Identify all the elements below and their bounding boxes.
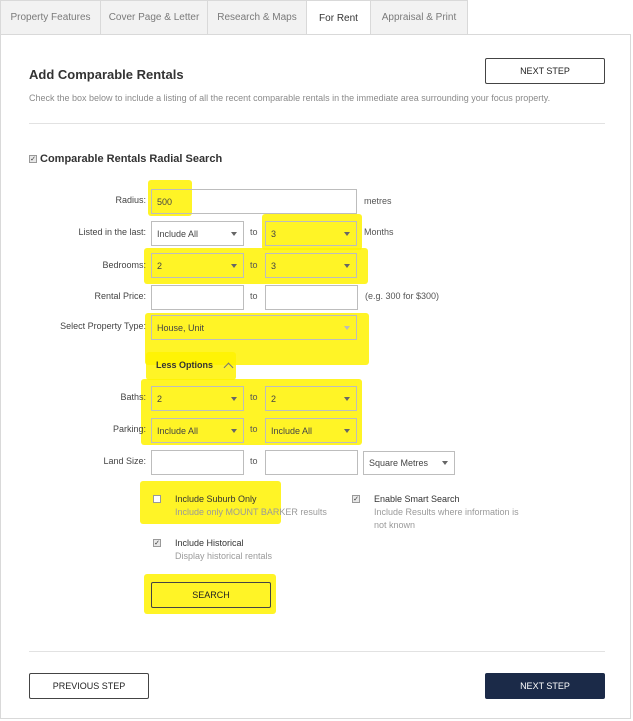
to-label: to	[250, 424, 258, 434]
to-label: to	[250, 291, 258, 301]
enable-smart-search-label: Enable Smart Search	[374, 494, 460, 504]
include-historical-label: Include Historical	[175, 538, 244, 548]
chevron-down-icon	[442, 461, 448, 465]
bedrooms-from-value: 2	[157, 260, 163, 271]
chevron-down-icon	[231, 232, 237, 236]
to-label: to	[250, 456, 258, 466]
bedrooms-from-select[interactable]	[151, 253, 244, 278]
parking-from-select[interactable]	[151, 418, 244, 443]
land-size-unit-value: Square Metres	[369, 458, 429, 468]
chevron-down-icon	[231, 397, 237, 401]
land-size-label: Land Size:	[103, 456, 146, 466]
tab-property-features[interactable]	[0, 0, 101, 34]
divider	[29, 123, 605, 124]
tab-research-maps[interactable]	[207, 0, 307, 34]
next-step-button-bottom[interactable]: NEXT STEP	[485, 673, 605, 699]
land-size-unit-select[interactable]	[363, 451, 455, 475]
listed-label: Listed in the last:	[78, 227, 146, 237]
previous-step-button[interactable]: PREVIOUS STEP	[29, 673, 149, 699]
tab-for-rent[interactable]	[306, 0, 371, 35]
radius-value: 500	[157, 196, 173, 207]
tab-label: Property Features	[10, 12, 91, 23]
land-size-from-input[interactable]	[151, 450, 244, 475]
parking-from-value: Include All	[157, 425, 199, 436]
include-suburb-only-description: Include only MOUNT BARKER results	[175, 507, 327, 517]
tab-label: Research & Maps	[217, 12, 297, 23]
property-type-select[interactable]	[151, 315, 357, 340]
radius-input[interactable]	[151, 189, 357, 214]
parking-to-value: Include All	[271, 425, 313, 436]
bedrooms-to-select[interactable]	[265, 253, 357, 278]
chevron-down-icon	[344, 232, 350, 236]
chevron-down-icon	[344, 397, 350, 401]
radius-unit: metres	[364, 196, 392, 206]
enable-smart-search-description: Include Results where information is	[374, 507, 519, 517]
chevron-down-icon	[231, 264, 237, 268]
to-label: to	[250, 227, 258, 237]
baths-to-select[interactable]	[265, 386, 357, 411]
rental-price-to-input[interactable]	[265, 285, 358, 310]
property-type-label: Select Property Type:	[60, 321, 146, 331]
chevron-down-icon	[344, 326, 350, 330]
rental-price-hint: (e.g. 300 for $300)	[365, 291, 440, 301]
enable-smart-search-checkbox[interactable]: ✓	[353, 496, 359, 503]
tab-label: Appraisal & Print	[381, 12, 457, 23]
baths-from-value: 2	[157, 393, 163, 404]
listed-to-select[interactable]	[265, 221, 357, 246]
include-suburb-only-checkbox[interactable]	[153, 495, 161, 503]
tab-bar	[0, 0, 633, 34]
for-rent-panel	[0, 34, 631, 719]
rental-price-from-input[interactable]	[151, 285, 244, 310]
baths-to-value: 2	[271, 393, 277, 404]
chevron-down-icon	[231, 429, 237, 433]
listed-to-value: 3	[271, 228, 277, 239]
page-title: Add Comparable Rentals	[29, 67, 184, 82]
search-button[interactable]: SEARCH	[151, 582, 271, 608]
rental-price-label: Rental Price:	[94, 291, 146, 301]
include-historical-description: Display historical rentals	[175, 551, 273, 561]
listed-from-value: Include All	[157, 228, 199, 239]
tab-appraisal-print[interactable]	[370, 0, 468, 34]
chevron-down-icon	[344, 264, 350, 268]
bedrooms-to-value: 3	[271, 260, 277, 271]
tab-label: For Rent	[319, 12, 358, 24]
baths-label: Baths:	[120, 392, 146, 402]
parking-label: Parking:	[112, 424, 146, 434]
tab-cover-page-letter[interactable]	[100, 0, 208, 34]
land-size-to-input[interactable]	[265, 450, 358, 475]
comparable-rentals-checkbox[interactable]: ✓	[30, 156, 36, 163]
parking-to-select[interactable]	[265, 418, 357, 443]
tab-label: Cover Page & Letter	[108, 12, 200, 23]
include-historical-checkbox[interactable]: ✓	[154, 540, 160, 547]
bedrooms-label: Bedrooms:	[102, 260, 146, 270]
listed-from-select[interactable]	[151, 221, 244, 246]
to-label: to	[250, 392, 258, 402]
baths-from-select[interactable]	[151, 386, 244, 411]
page-description: Check the box below to include a listing of all the recent comparable rentals in the immediate area surrounding your focus property.	[29, 93, 551, 103]
less-options-toggle[interactable]: Less Options	[156, 360, 214, 370]
include-suburb-only-label: Include Suburb Only	[175, 494, 257, 504]
divider	[29, 651, 605, 652]
enable-smart-search-description-cont: not known	[374, 520, 416, 530]
property-type-value: House, Unit	[157, 322, 205, 333]
to-label: to	[250, 260, 258, 270]
section-title: Comparable Rentals Radial Search	[40, 153, 223, 165]
next-step-button-top[interactable]: NEXT STEP	[485, 58, 605, 84]
chevron-down-icon	[344, 429, 350, 433]
radius-label: Radius:	[115, 195, 146, 205]
listed-unit: Months	[364, 227, 394, 237]
